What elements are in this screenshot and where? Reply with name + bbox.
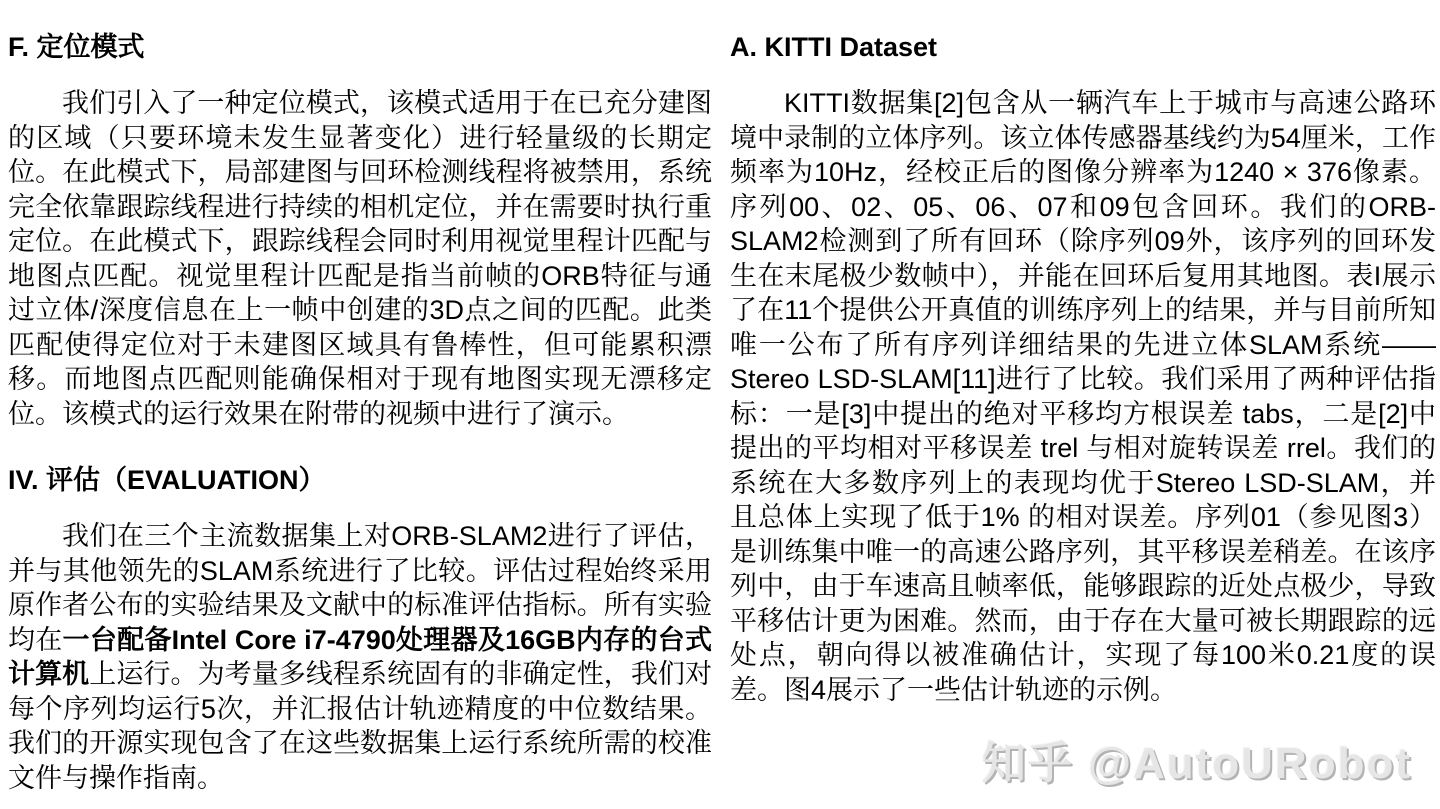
paragraph-kitti-dataset: KITTI数据集[2]包含从一辆汽车上于城市与高速公路环境中录制的立体序列。该立体传感器基线约为54厘米，工作频率为10Hz，经校正后的图像分辨率为1240 × 376像素。序列00、02、05、06、07和09包含回环。我们的ORB-SLAM2检测到了所有回环（除序列09外，该序列的回环发生在末尾极少数帧中），并能在回环后复用其地图。表I展示了在11个提供公开真值的训练序列上的结果，并与目前所知唯一公布了所有序列详细结果的先进立体SLAM系统——Stereo LSD-SLAM[11]进行了比较。我们采用了两种评估指标：一是[3]中提出的绝对平移均方根误差 tabs，二是[2]中提出的平均相对平移误差 trel 与相对旋转误差 rrel。我们的系统在大多数序列上的表现均优于Stereo LSD-SLAM，并且总体上实现了低于1% 的相对误差。序列01（参见图3）是训练集中唯一的高速公路序列，其平移误差稍差。在该序列中，由于车速高且帧率低，能够跟踪的近处点极少，导致平移估计更为困难。然而，由于存在大量可被长期跟踪的远处点，朝向得以被准确估计，实现了每100米0.21度的误差。图4展示了一些估计轨迹的示例。 — [730, 88, 1436, 705]
section-heading-localization-mode: F. 定位模式 — [8, 32, 145, 62]
section-heading-kitti-dataset: A. KITTI Dataset — [730, 32, 938, 62]
paragraph-localization-mode: 我们引入了一种定位模式，该模式适用于在已充分建图的区域（只要环境未发生显著变化）进行轻量级的长期定位。在此模式下，局部建图与回环检测线程将被禁用，系统完全依靠跟踪线程进行持续的相机定位，并在需要时执行重定位。在此模式下，跟踪线程会同时利用视觉里程计匹配与地图点匹配。视觉里程计匹配是指当前帧的ORB特征与通过立体/深度信息在上一帧中创建的3D点之间的匹配。此类匹配使得定位对于未建图区域具有鲁棒性，但可能累积漂移。而地图点匹配则能确保相对于现有地图实现无漂移定位。该模式的运行效果在附带的视频中进行了演示。 — [8, 88, 712, 429]
paragraph-evaluation — [8, 519, 712, 795]
evaluation-hardware-spec-bold: 一台配备Intel Core i7-4790处理器及16GB内存的台式计算机 — [8, 624, 712, 689]
evaluation-text-after-bold: 上运行。为考量多线程系统固有的非确定性，我们对每个序列均运行5次，并汇报估计轨迹精度的中位数结果。我们的开源实现包含了在这些数据集上运行系统所需的校准文件与操作指南。 — [8, 659, 713, 793]
right-column — [730, 30, 1436, 707]
section-heading-evaluation: IV. 评估（EVALUATION） — [8, 465, 326, 495]
left-column — [8, 30, 712, 795]
evaluation-text-before-bold: 我们在三个主流数据集上对ORB-SLAM2进行了评估，并与其他领先的SLAM系统进行了比较。评估过程始终采用原作者公布的实验结果及文献中的标准评估指标。所有实验均在 — [8, 521, 712, 655]
zhihu-watermark: 知乎 @AutoURobot — [981, 739, 1412, 788]
